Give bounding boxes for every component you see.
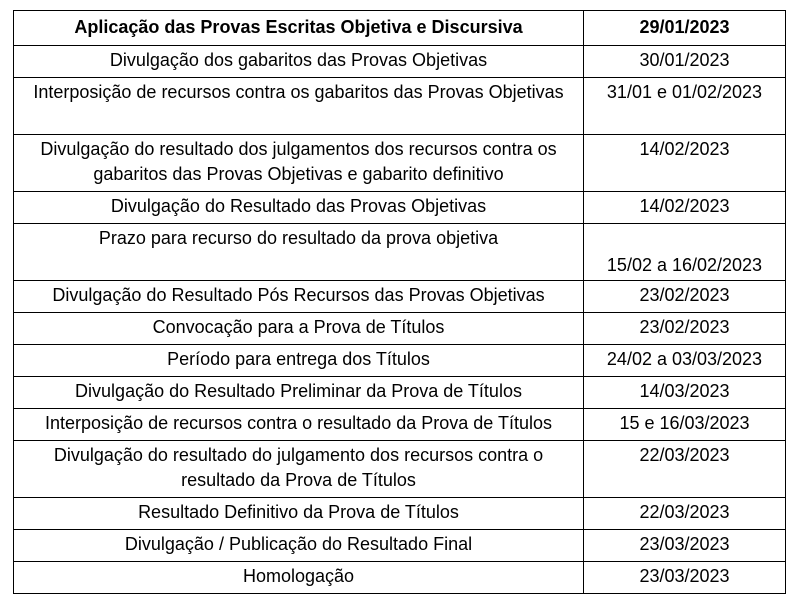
event-cell: Divulgação dos gabaritos das Provas Objetivas <box>14 46 584 78</box>
event-cell: Período para entrega dos Títulos <box>14 345 584 377</box>
date-cell: 14/02/2023 <box>584 192 786 224</box>
event-cell: Homologação <box>14 562 584 594</box>
table-row <box>14 78 786 135</box>
date-cell: 14/03/2023 <box>584 377 786 409</box>
event-cell: Divulgação do resultado do julgamento dos recursos contra o resultado da Prova de Títulos <box>14 441 584 498</box>
event-cell: Prazo para recurso do resultado da prova objetiva <box>14 224 584 281</box>
schedule-table <box>13 10 786 594</box>
event-cell: Divulgação do Resultado das Provas Objetivas <box>14 192 584 224</box>
date-cell: 22/03/2023 <box>584 498 786 530</box>
event-cell: Divulgação / Publicação do Resultado Final <box>14 530 584 562</box>
table-row <box>14 224 786 281</box>
date-cell: 14/02/2023 <box>584 135 786 192</box>
table-row <box>14 46 786 78</box>
table-row <box>14 377 786 409</box>
event-cell: Divulgação do resultado dos julgamentos dos recursos contra os gabaritos das Provas Objetivas e gabarito definitivo <box>14 135 584 192</box>
event-cell: Divulgação do Resultado Preliminar da Prova de Títulos <box>14 377 584 409</box>
table-row <box>14 313 786 345</box>
event-cell: Convocação para a Prova de Títulos <box>14 313 584 345</box>
date-cell: 23/02/2023 <box>584 281 786 313</box>
table-row <box>14 135 786 192</box>
table-row <box>14 192 786 224</box>
event-cell: Divulgação do Resultado Pós Recursos das Provas Objetivas <box>14 281 584 313</box>
table-row <box>14 530 786 562</box>
header-event-cell: Aplicação das Provas Escritas Objetiva e Discursiva <box>14 11 584 46</box>
date-cell: 23/03/2023 <box>584 562 786 594</box>
date-cell: 23/02/2023 <box>584 313 786 345</box>
table-row <box>14 345 786 377</box>
table-row <box>14 562 786 594</box>
header-date-cell: 29/01/2023 <box>584 11 786 46</box>
date-cell: 23/03/2023 <box>584 530 786 562</box>
date-cell: 24/02 a 03/03/2023 <box>584 345 786 377</box>
table-row <box>14 281 786 313</box>
event-cell: Resultado Definitivo da Prova de Títulos <box>14 498 584 530</box>
event-cell: Interposição de recursos contra os gabaritos das Provas Objetivas <box>14 78 584 135</box>
table-row <box>14 441 786 498</box>
date-cell: 31/01 e 01/02/2023 <box>584 78 786 135</box>
table-row <box>14 409 786 441</box>
event-cell: Interposição de recursos contra o resultado da Prova de Títulos <box>14 409 584 441</box>
date-cell: 30/01/2023 <box>584 46 786 78</box>
date-cell: 22/03/2023 <box>584 441 786 498</box>
date-cell: 15/02 a 16/02/2023 <box>584 224 786 281</box>
table-header-row <box>14 11 786 46</box>
table-row <box>14 498 786 530</box>
date-cell: 15 e 16/03/2023 <box>584 409 786 441</box>
